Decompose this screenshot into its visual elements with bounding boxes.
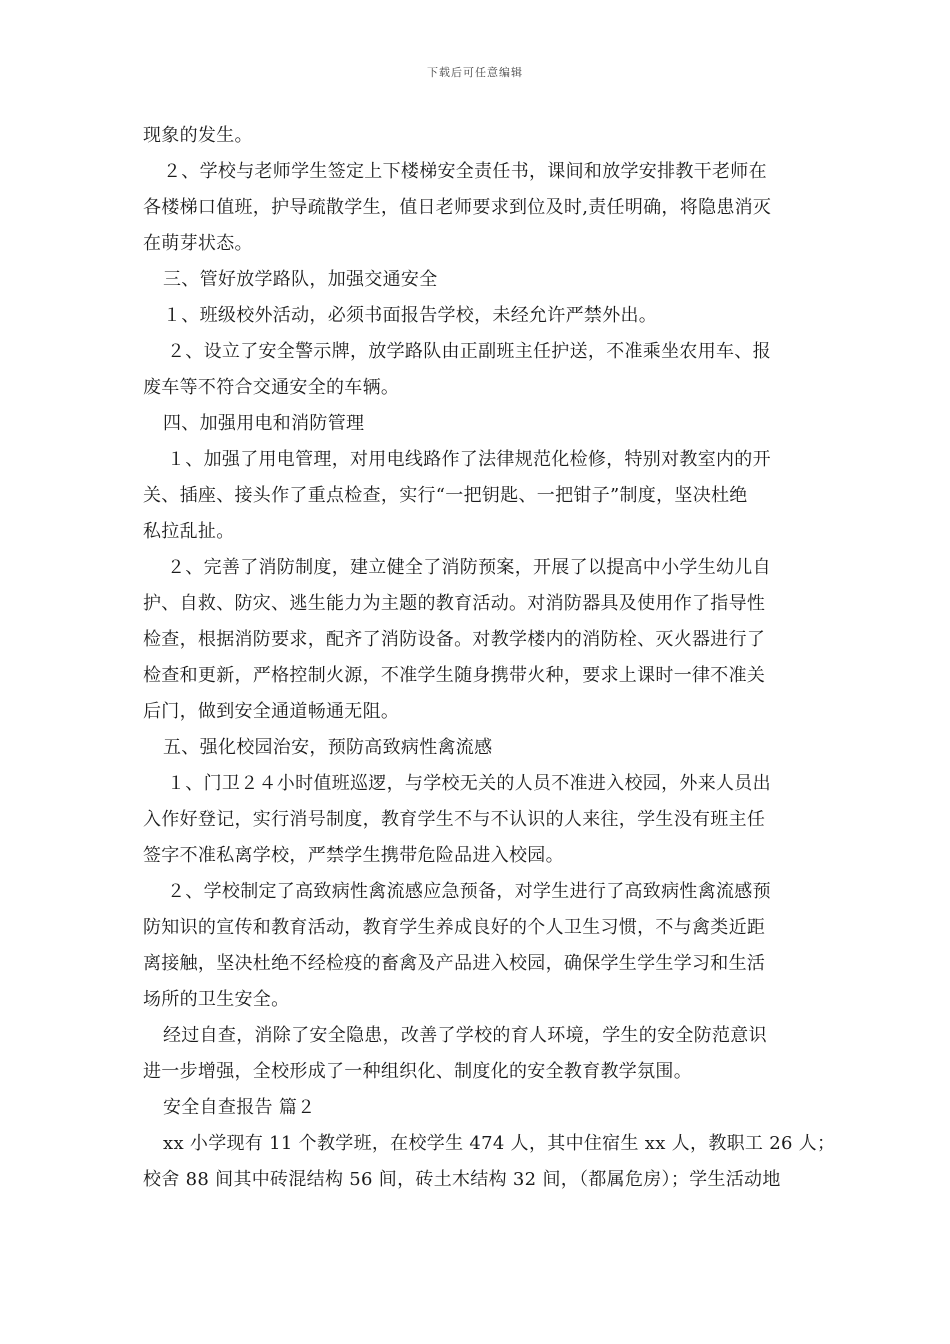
paragraph-line: xx 小学现有 11 个教学班，在校学生 474 人，其中住宿生 xx 人，教职工 26 人；	[163, 1133, 836, 1154]
paragraph-line: 现象的发生。	[143, 125, 253, 146]
paragraph-line: 签字不准私离学校，严禁学生携带危险品进入校园。	[143, 845, 564, 866]
paragraph-line: 校舍 88 间其中砖混结构 56 间，砖土木结构 32 间，（都属危房）；学生活动地	[143, 1169, 781, 1190]
paragraph-line: ２、设立了安全警示牌，放学路队由正副班主任护送，不准乘坐农用车、报	[167, 341, 771, 362]
section-heading: 五、强化校园治安，预防高致病性禽流感	[163, 737, 493, 758]
paragraph-line: ２、学校与老师学生签定上下楼梯安全责任书，课间和放学安排教干老师在	[163, 161, 767, 182]
paragraph-line: 废车等不符合交通安全的车辆。	[143, 377, 400, 398]
paragraph-line: １、加强了用电管理，对用电线路作了法律规范化检修，特别对教室内的开	[167, 449, 771, 470]
paragraph-line: ２、学校制定了高致病性禽流感应急预备，对学生进行了高致病性禽流感预	[167, 881, 771, 902]
paragraph-line: １、班级校外活动，必须书面报告学校，未经允许严禁外出。	[163, 305, 658, 326]
paragraph-line: 私拉乱扯。	[143, 521, 235, 542]
paragraph-line: 各楼梯口值班，护导疏散学生，值日老师要求到位及时,责任明确，将隐患消灭	[143, 197, 772, 218]
page-header: 下载后可任意编辑	[427, 66, 523, 79]
paragraph-line: 检查，根据消防要求，配齐了消防设备。对教学楼内的消防栓、灭火器进行了	[143, 629, 766, 650]
paragraph-line: 场所的卫生安全。	[143, 989, 290, 1010]
paragraph-line: 在萌芽状态。	[143, 233, 253, 254]
paragraph-line: 检查和更新，严格控制火源，不准学生随身携带火种，要求上课时一律不准关	[143, 665, 766, 686]
paragraph-line: １、门卫２４小时值班巡逻，与学校无关的人员不准进入校园，外来人员出	[167, 773, 771, 794]
paragraph-line: 入作好登记，实行消号制度，教育学生不与不认识的人来往，学生没有班主任	[143, 809, 766, 830]
section-heading: 三、管好放学路队，加强交通安全	[163, 269, 438, 290]
paragraph-line: ２、完善了消防制度，建立健全了消防预案，开展了以提高中小学生幼儿自	[167, 557, 771, 578]
paragraph-line: 防知识的宣传和教育活动，教育学生养成良好的个人卫生习惯，不与禽类近距	[143, 917, 766, 938]
paragraph-line: 离接触，坚决杜绝不经检疫的畜禽及产品进入校园，确保学生学生学习和生活	[143, 953, 766, 974]
paragraph-line: 后门，做到安全通道畅通无阻。	[143, 701, 400, 722]
paragraph-line: 关、插座、接头作了重点检查，实行“一把钥匙、一把钳子”制度，坚决杜绝	[143, 485, 748, 506]
paragraph-line: 进一步增强，全校形成了一种组织化、制度化的安全教育教学氛围。	[143, 1061, 692, 1082]
document-body	[143, 118, 836, 1198]
paragraph-line: 护、自救、防灾、逃生能力为主题的教育活动。对消防器具及使用作了指导性	[143, 593, 766, 614]
section-heading: 安全自查报告 篇２	[163, 1097, 316, 1118]
section-heading: 四、加强用电和消防管理	[163, 413, 365, 434]
paragraph-line: 经过自查，消除了安全隐患，改善了学校的育人环境，学生的安全防范意识	[163, 1025, 767, 1046]
